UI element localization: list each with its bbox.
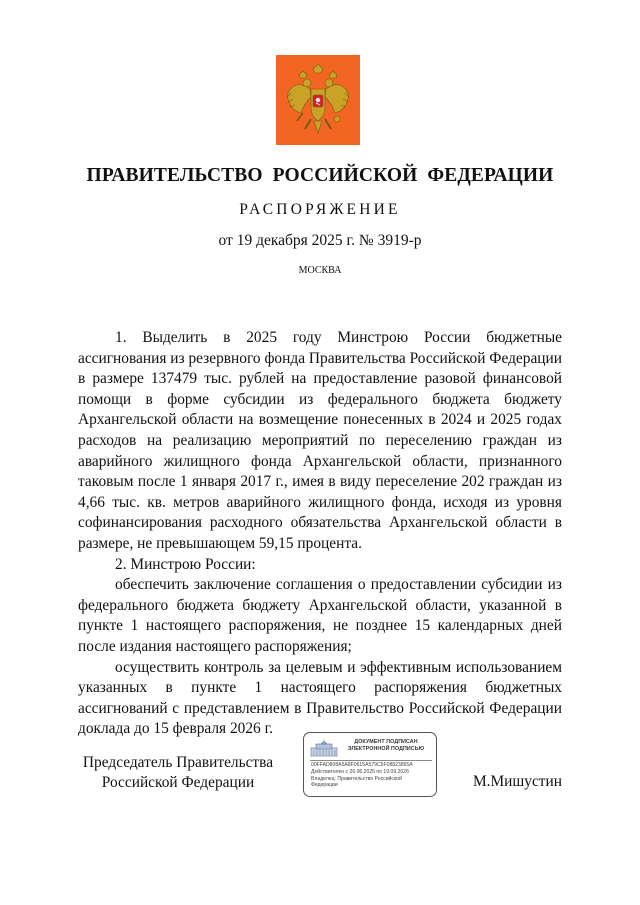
stamp-validity: Действителен с 26.06.2025 по 19.09.2026 — [311, 768, 409, 775]
stamp-caption-line-1: ДОКУМЕНТ ПОДПИСАН — [354, 739, 418, 745]
coat-of-arms — [276, 55, 360, 145]
signatory-name: М.Мишустин — [472, 773, 562, 790]
stamp-header — [310, 738, 432, 761]
stamp-owner-line-2: Федерации — [311, 782, 338, 789]
stamp-owner-line-1: Владелец: Правительство Российской — [311, 775, 402, 782]
government-title: ПРАВИТЕЛЬСТВО РОССИЙСКОЙ ФЕДЕРАЦИИ — [86, 165, 554, 186]
signatory-title — [78, 753, 278, 793]
signatory-title-line-2: Российской Федерации — [101, 774, 255, 791]
electronic-signature-stamp — [303, 732, 437, 797]
document-date-number: от 19 декабря 2025 г. № 3919-р — [218, 232, 422, 249]
document-body — [78, 328, 562, 740]
stamp-caption-line-2: ЭЛЕКТРОННОЙ ПОДПИСЬЮ — [347, 746, 425, 752]
signatory-title-line-1: Председатель Правительства — [82, 754, 274, 771]
document-type: РАСПОРЯЖЕНИЕ — [239, 201, 401, 218]
double-headed-eagle-icon — [283, 61, 353, 139]
paragraph-4: осуществить контроль за целевым и эффективным использованием указанных в пункте 1 настоящего распоряжения бюджетных ассигнований с представлением в Правительство Российской Федерации доклада до 15 февраля 2026 г. — [78, 658, 562, 738]
paragraph-2: 2. Минстрою России: — [115, 555, 256, 573]
paragraph-1: 1. Выделить в 2025 году Минстрою России бюджетные ассигнования из резервного фонда Правительства Российской Федерации в размере 137479 тыс. рублей на предоставление разовой финансовой помощи в форме субсидии из федерального бюджета бюджету Архангельской области на возмещение понесенных в 2024 и 2025 годах расходов на реализацию мероприятий по переселению граждан из аварийного жилищного фонда Архангельской области, признанного таковым после 1 января 2017 г., имея в виду переселение 202 граждан из 4,66 тыс. кв. метров аварийного жилищного фонда, исходя из уровня софинансирования расходного обязательства Архангельской области в размере, не превышающем 59,15 процента. — [78, 329, 562, 552]
paragraph-3: обеспечить заключение соглашения о предоставлении субсидии из федерального бюджета бюджету Архангельской области, указанной в пункте 1 настоящего распоряжения, не позднее 15 календарных дней после издания настоящего распоряжения; — [78, 576, 562, 655]
stamp-caption — [340, 739, 432, 753]
stamp-certificate: 00FFAD808A5A8F0615A579C5F08823865A — [311, 762, 413, 768]
document-city: МОСКВА — [298, 265, 342, 276]
government-building-icon — [310, 739, 338, 757]
stamp-details — [311, 762, 432, 789]
